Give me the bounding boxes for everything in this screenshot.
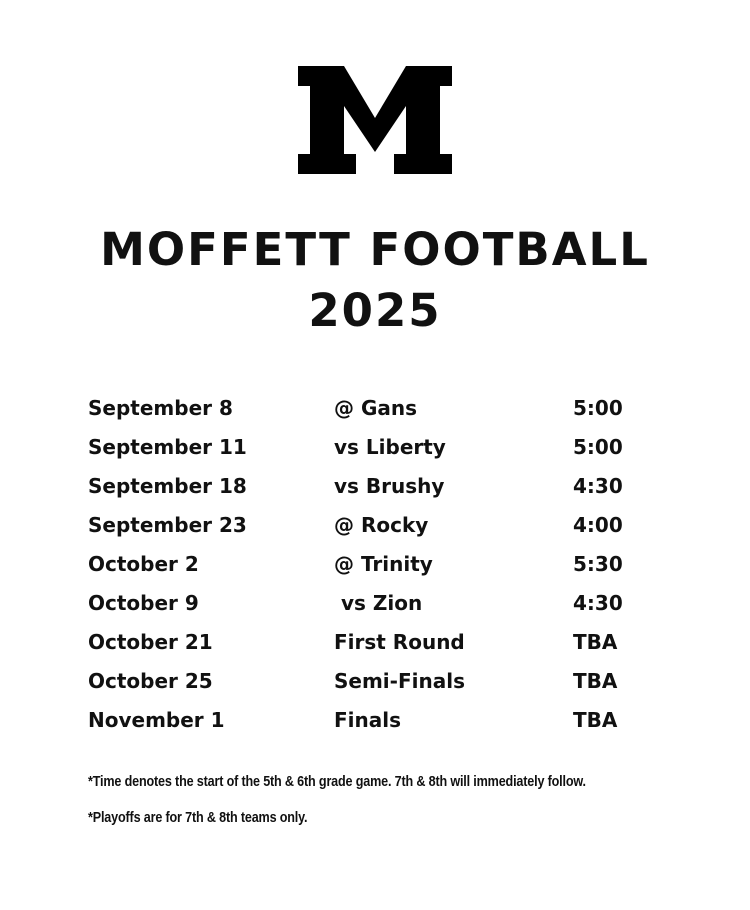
table-row	[88, 506, 688, 545]
game-opponent: First Round	[334, 630, 465, 654]
game-time: 4:30	[573, 591, 623, 615]
game-opponent: vs Brushy	[334, 474, 445, 498]
game-time: 5:30	[573, 552, 623, 576]
page-year: 2025	[308, 284, 442, 337]
game-time: TBA	[573, 708, 618, 732]
table-row	[88, 467, 688, 506]
game-date: September 11	[88, 435, 247, 459]
game-opponent: Finals	[334, 708, 402, 732]
game-date: October 21	[88, 630, 213, 654]
game-opponent: @ Trinity	[334, 552, 433, 576]
game-date: October 2	[88, 552, 199, 576]
game-time: 4:30	[573, 474, 623, 498]
table-row	[88, 584, 688, 623]
table-row	[88, 545, 688, 584]
game-date: November 1	[88, 708, 225, 732]
game-time: 4:00	[573, 513, 623, 537]
table-row	[88, 428, 688, 467]
game-time: TBA	[573, 669, 618, 693]
page-title: MOFFETT FOOTBALL	[100, 223, 650, 276]
table-row	[88, 662, 688, 701]
game-time: 5:00	[573, 435, 623, 459]
table-row	[88, 623, 688, 662]
game-date: September 23	[88, 513, 247, 537]
block-m-icon	[298, 66, 452, 174]
game-time: TBA	[573, 630, 618, 654]
game-opponent: @ Rocky	[334, 513, 429, 537]
schedule-table	[88, 389, 688, 740]
table-row	[88, 389, 688, 428]
game-opponent: @ Gans	[334, 396, 418, 420]
game-date: September 18	[88, 474, 247, 498]
game-date: October 25	[88, 669, 213, 693]
block-m-logo	[298, 66, 452, 174]
footnote-playoffs: *Playoffs are for 7th & 8th teams only.	[88, 809, 308, 826]
game-time: 5:00	[573, 396, 623, 420]
game-date: October 9	[88, 591, 199, 615]
footnotes	[88, 770, 708, 842]
game-opponent: vs Zion	[334, 591, 423, 615]
game-opponent: Semi-Finals	[334, 669, 465, 693]
game-date: September 8	[88, 396, 233, 420]
footnote-time: *Time denotes the start of the 5th & 6th grade game. 7th & 8th will immediately follow.	[88, 773, 586, 790]
game-opponent: vs Liberty	[334, 435, 446, 459]
table-row	[88, 701, 688, 740]
